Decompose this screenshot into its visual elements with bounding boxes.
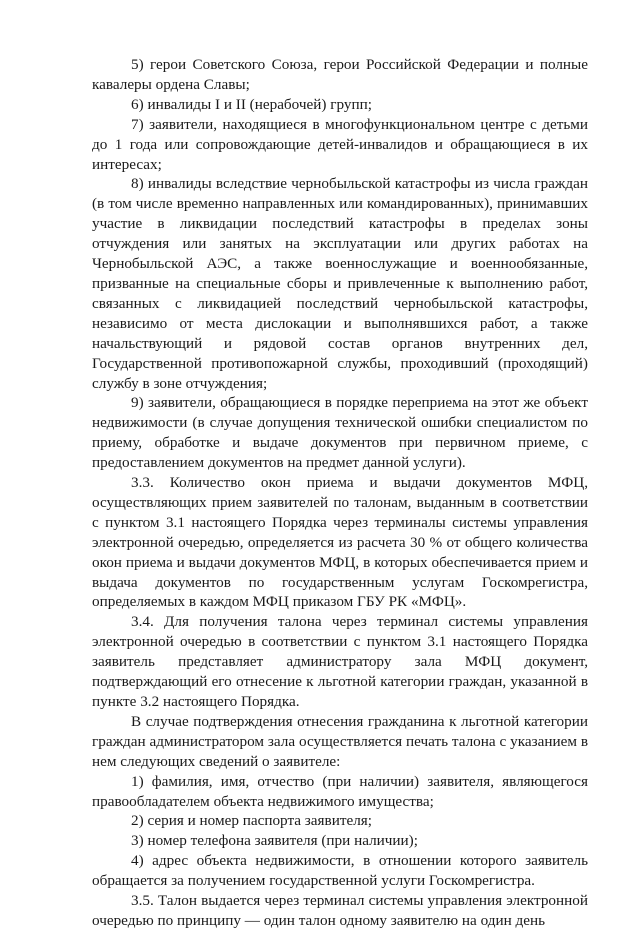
clause-3-5: 3.5. Талон выдается через терминал системы управления электронной очередью по принципу — один талон одному заявителю на один день [92, 892, 588, 929]
list-item-5: 5) герои Советского Союза, герои Российской Федерации и полные кавалеры ордена Славы; [92, 56, 588, 93]
clause-3-4: 3.4. Для получения талона через терминал системы управления электронной очередью в соответствии с пунктом 3.1 настоящего Порядка заявитель представляет администратору зала МФЦ документ, подтверждающий его отнесение к льготной категории граждан, указанной в пункте 3.2 настоящего Порядка. [92, 613, 588, 710]
document-body [92, 55, 588, 931]
clause-3-4-confirmation: В случае подтверждения отнесения гражданина к льготной категории граждан администратором зала осуществляется печать талона с указанием в нем следующих сведений о заявителе: [92, 712, 588, 770]
ticket-info-item-2: 2) серия и номер паспорта заявителя; [131, 812, 372, 830]
ticket-info-item-3: 3) номер телефона заявителя (при наличии); [131, 832, 418, 850]
clause-3-3: 3.3. Количество окон приема и выдачи документов МФЦ, осуществляющих прием заявителей по талонам, выданным в соответствии с пунктом 3.1 настоящего Порядка через терминалы системы управления электронной очередью, определяется из расчета 30 % от общего количества окон приема и выдачи документов МФЦ, в которых обеспечивается прием и выдача документов по государственным услугам Госкомрегистра, определяемых в каждом МФЦ приказом ГБУ РК «МФЦ». [92, 474, 588, 611]
ticket-info-item-4: 4) адрес объекта недвижимости, в отношении которого заявитель обращается за получением государственной услуги Госкомрегистра. [92, 852, 588, 890]
list-item-7: 7) заявители, находящиеся в многофункциональном центре с детьми до 1 года или сопровождающие детей-инвалидов и обращающиеся в их интересах; [92, 115, 588, 173]
ticket-info-item-1: 1) фамилия, имя, отчество (при наличии) заявителя, являющегося правообладателем объекта недвижимого имущества; [92, 772, 588, 810]
list-item-6: 6) инвалиды I и II (нерабочей) групп; [131, 95, 372, 113]
list-item-8: 8) инвалиды вследствие чернобыльской катастрофы из числа граждан (в том числе временно направленных или командированных), принимавших участие в ликвидации последствий катастрофы в пределах зоны отчуждения или занятых на эксплуатации или других работах на Чернобыльской АЭС, а также военнослужащие и военнообязанные, призванные на специальные сборы и привлеченные к выполнению работ, связанных с ликвидацией последствий чернобыльской катастрофы, независимо от места дислокации и выполнявшихся работ, а также начальствующий и рядовой состав органов внутренних дел, Государственной противопожарной службы, проходивший (проходящий) службу в зоне отчуждения; [92, 175, 588, 392]
list-item-9: 9) заявители, обращающиеся в порядке переприема на этот же объект недвижимости (в случае допущения технической ошибки специалистом по приему, обработке и выдаче документов при первичном приеме, с предоставлением документов на предмет данной услуги). [92, 394, 588, 472]
